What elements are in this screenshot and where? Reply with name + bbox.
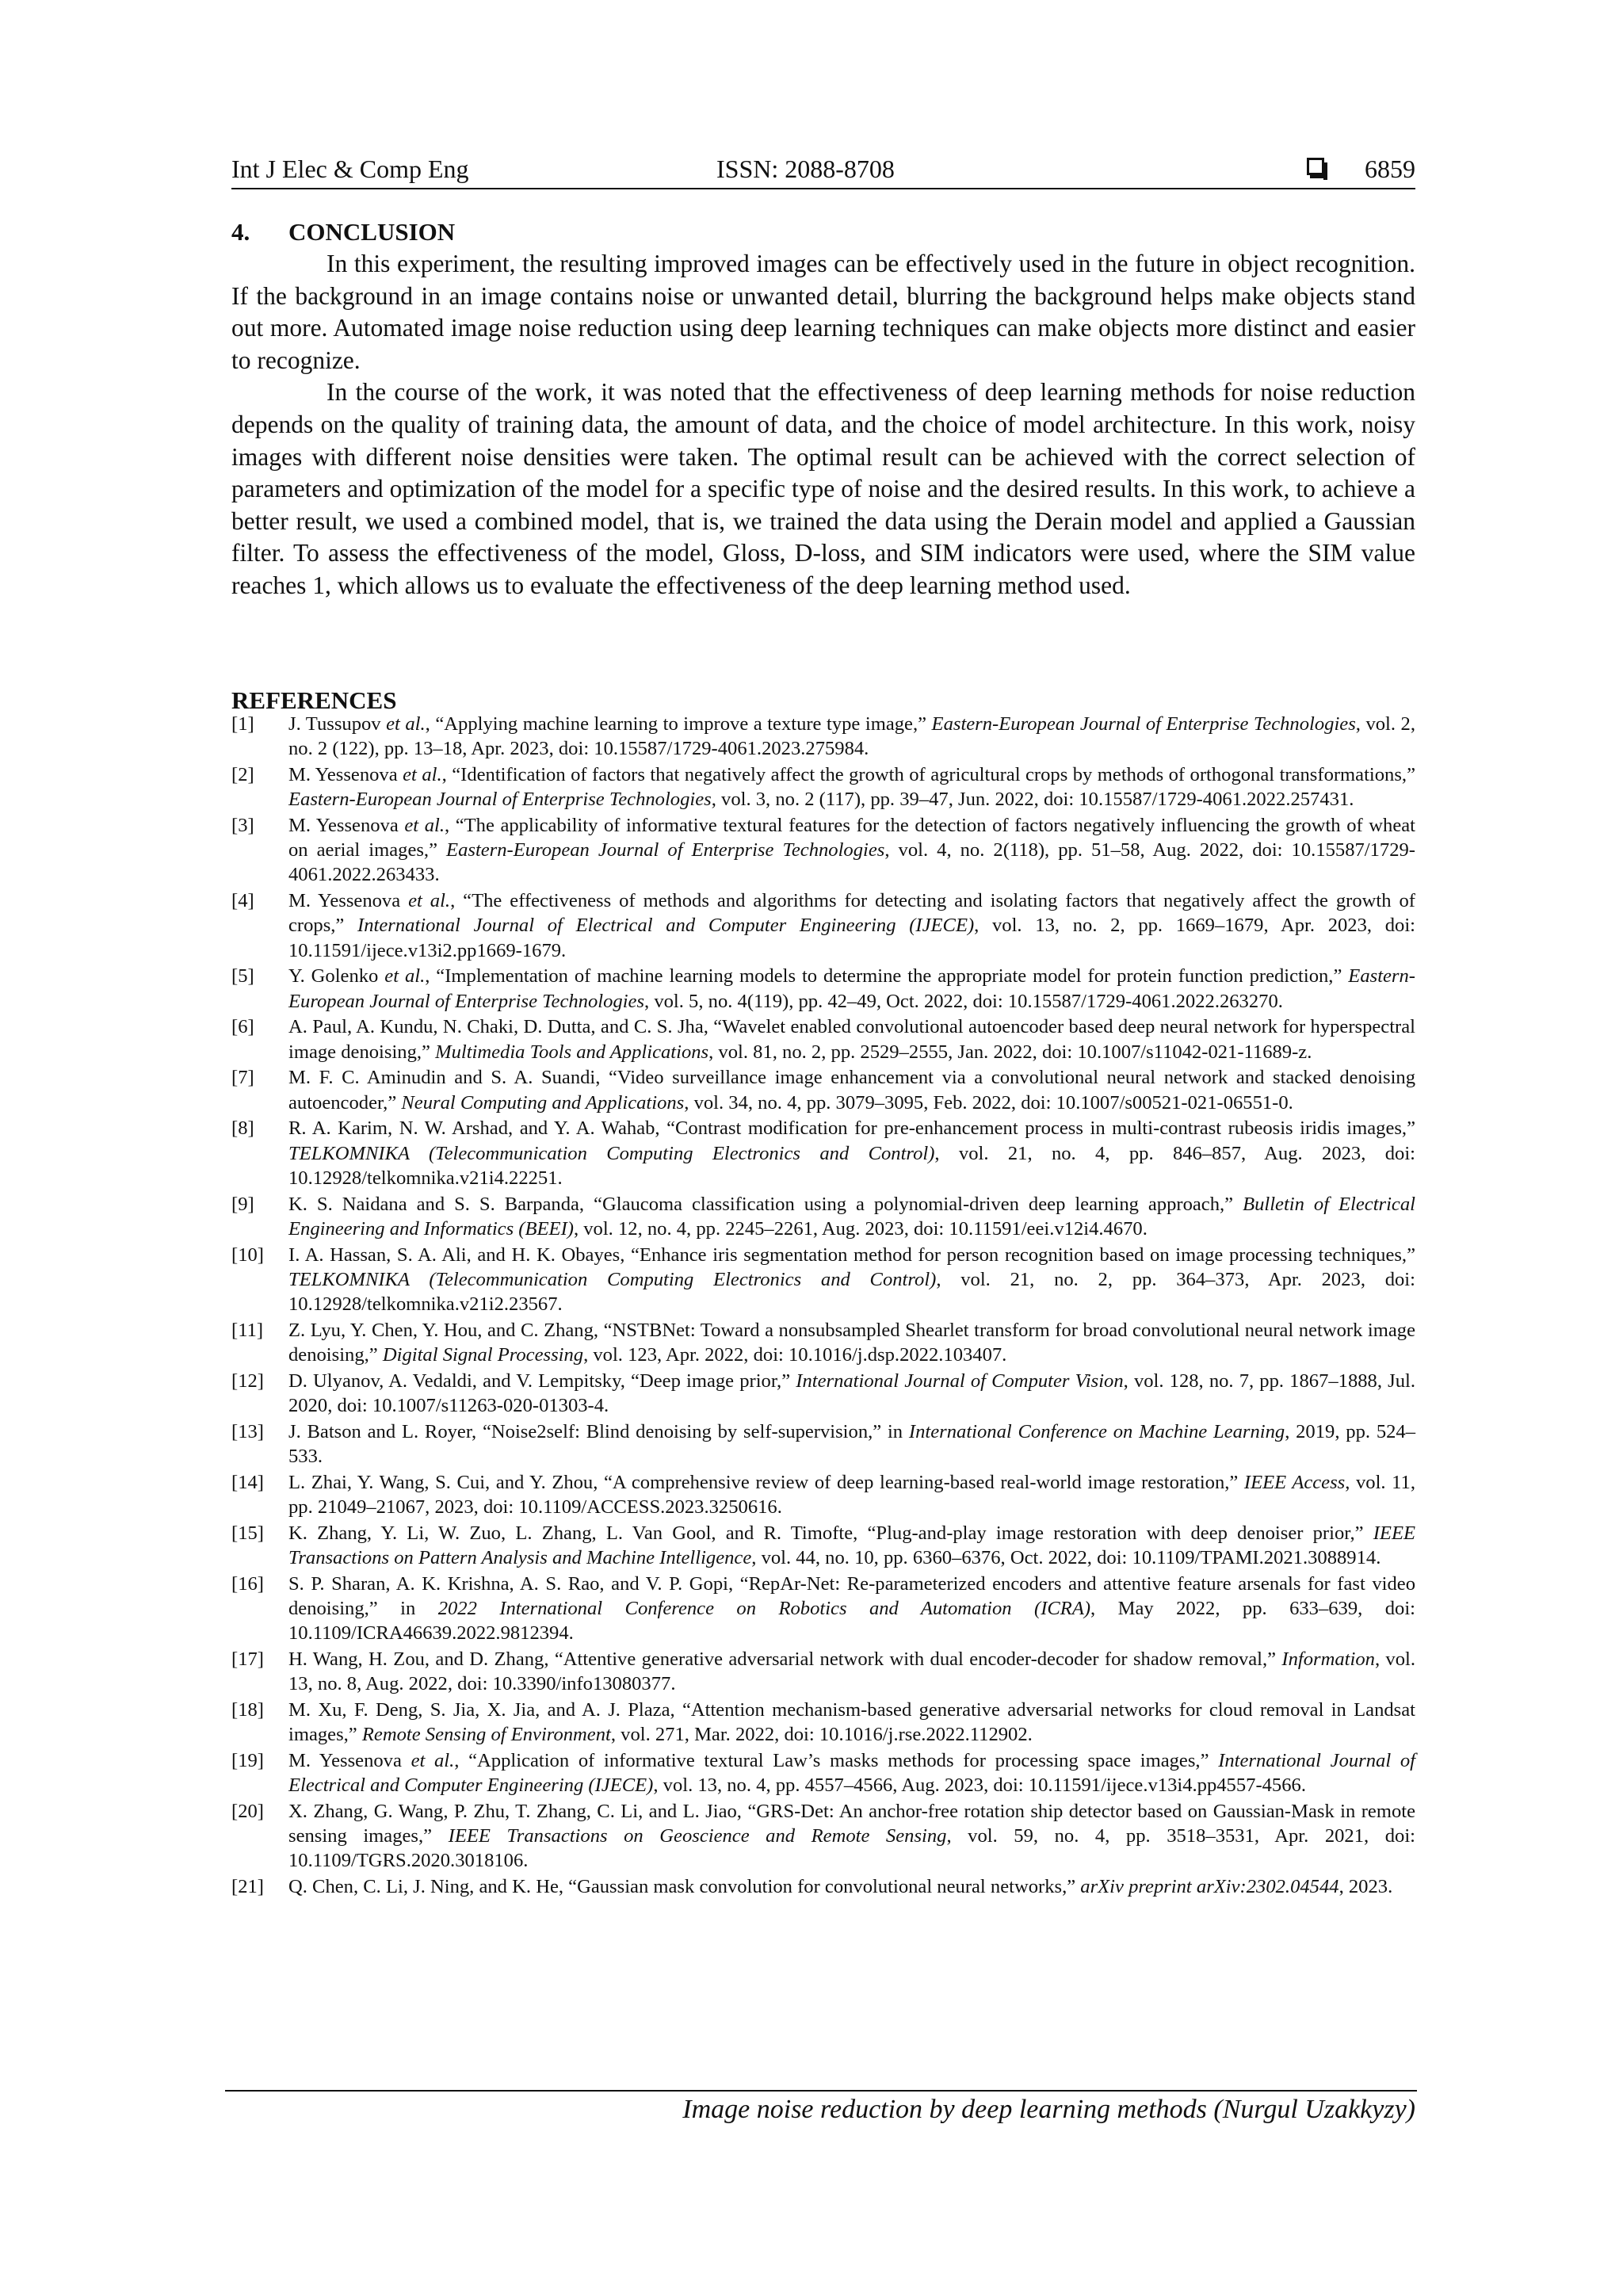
reference-text: M. Yessenova [288, 1750, 411, 1772]
reference-text: , vol. 11, pp. 21049–21067, 2023, doi: 10.1109/ACCESS.2023.3250616. [288, 1471, 1415, 1519]
reference-text: , vol. 3, no. 2 (117), pp. 39–47, Jun. 2022, doi: 10.15587/1729-4061.2022.257431. [711, 789, 1354, 811]
reference-text: , vol. 123, Apr. 2022, doi: 10.1016/j.dsp.2022.103407. [583, 1344, 1007, 1366]
section-number: 4. [231, 218, 250, 246]
reference-number: [1] [231, 713, 254, 735]
running-footer: Image noise reduction by deep learning methods (Nurgul Uzakkyzy) [682, 2095, 1415, 2124]
reference-item [231, 1419, 1415, 1469]
reference-italic: et al. [386, 713, 426, 735]
reference-text: , vol. 12, no. 4, pp. 2245–2261, Aug. 2023, doi: 10.11591/eei.v12i4.4670. [573, 1217, 1148, 1240]
reference-italic: Eastern-European Journal of Enterprise Technologies [288, 965, 1415, 1012]
reference-list [231, 712, 1415, 1901]
square-outline-icon [1307, 158, 1324, 175]
reference-number: [17] [231, 1648, 264, 1671]
reference-number: [10] [231, 1244, 264, 1266]
reference-text: L. Zhai, Y. Wang, S. Cui, and Y. Zhou, “A comprehensive review of deep learning-based real-world image restoration,” [288, 1471, 1244, 1493]
reference-text: , vol. 13, no. 4, pp. 4557–4566, Aug. 2023, doi: 10.11591/ijece.v13i4.pp4557-4566. [653, 1775, 1306, 1797]
reference-text: , vol. 128, no. 7, pp. 1867–1888, Jul. 2020, doi: 10.1007/s11263-020-01303-4. [288, 1370, 1415, 1417]
reference-number: [13] [231, 1420, 264, 1442]
references-heading: REFERENCES [231, 686, 397, 714]
reference-text: M. Yessenova [288, 890, 409, 912]
reference-item [231, 1572, 1415, 1646]
reference-italic: et al. [403, 764, 442, 785]
reference-text: , May 2022, pp. 633–639, doi: 10.1109/ICRA46639.2022.9812394. [288, 1598, 1415, 1645]
reference-text: M. F. C. Aminudin and S. A. Suandi, “Video surveillance image enhancement via a convolutional neural network and stacked denoising autoencoder,” [288, 1067, 1415, 1114]
reference-text: Z. Lyu, Y. Chen, Y. Hou, and C. Zhang, “NSTBNet: Toward a nonsubsampled Shearlet transform for broad convolutional neural network image denoising,” [288, 1319, 1415, 1366]
reference-item [231, 1065, 1415, 1114]
reference-number: [6] [231, 1016, 254, 1038]
reference-text: D. Ulyanov, A. Vedaldi, and V. Lempitsky, “Deep image prior,” [288, 1370, 796, 1392]
paragraph: In this experiment, the resulting improved images can be effectively used in the future in object recognition. If the background in an image contains noise or unwanted detail, blurring the background helps make objects stand out more. Automated image noise reduction using deep learning techniques can make objects more distinct and easier to recognize. [231, 250, 1415, 374]
reference-italic: Multimedia Tools and Applications [435, 1041, 709, 1063]
reference-item [231, 1874, 1415, 1899]
running-header [231, 153, 1415, 189]
reference-italic: Eastern-European Journal of Enterprise Technologies [931, 713, 1356, 735]
reference-text: , vol. 13, no. 2, pp. 1669–1679, Apr. 2023, doi: 10.11591/ijece.v13i2.pp1669-1679. [288, 915, 1415, 961]
reference-text: X. Zhang, G. Wang, P. Zhu, T. Zhang, C. Li, and L. Jiao, “GRS-Det: An anchor-free rotation ship detector based on Gaussian-Mask in remote sensing images,” [288, 1801, 1415, 1847]
reference-text: , “Identification of factors that negatively affect the growth of agricultural crops by methods of orthogonal transformations,” [441, 764, 1415, 785]
reference-italic: Information [1281, 1648, 1375, 1671]
reference-text: , vol. 271, Mar. 2022, doi: 10.1016/j.rse.2022.112902. [610, 1724, 1033, 1746]
reference-number: [4] [231, 890, 254, 912]
reference-italic: Eastern-European Journal of Enterprise Technologies [446, 839, 885, 861]
reference-text: J. Batson and L. Royer, “Noise2self: Blind denoising by self-supervision,” in [288, 1420, 909, 1442]
reference-text: , 2019, pp. 524–533. [288, 1420, 1416, 1468]
reference-text: Q. Chen, C. Li, J. Ning, and K. He, “Gaussian mask convolution for convolutional neural networks,” [288, 1876, 1081, 1898]
reference-text: R. A. Karim, N. W. Arshad, and Y. A. Wahab, “Contrast modification for pre-enhancement process in multi-contrast rubeosis iridis images,” [288, 1117, 1415, 1140]
reference-text: , vol. 81, no. 2, pp. 2529–2555, Jan. 2022, doi: 10.1007/s11042-021-11689-z. [708, 1041, 1312, 1063]
reference-text: , vol. 21, no. 4, pp. 846–857, Aug. 2023, doi: 10.12928/telkomnika.v21i4.22251. [288, 1142, 1415, 1189]
reference-item [231, 1369, 1415, 1418]
reference-text: , vol. 13, no. 8, Aug. 2022, doi: 10.3390/info13080377. [288, 1648, 1416, 1695]
reference-text: , vol. 2, no. 2 (122), pp. 13–18, Apr. 2023, doi: 10.15587/1729-4061.2023.275984. [288, 713, 1415, 760]
reference-italic: et al. [411, 1750, 455, 1772]
reference-item [231, 1748, 1415, 1797]
reference-text: , “The applicability of informative textural features for the detection of factors negatively influencing the growth of wheat on aerial images,” [288, 815, 1415, 861]
reference-number: [21] [231, 1876, 264, 1898]
reference-text: K. S. Naidana and S. S. Barpanda, “Glaucoma classification using a polynomial-driven deep learning approach,” [288, 1193, 1243, 1215]
page-number: 6859 [1365, 155, 1415, 183]
reference-number: [20] [231, 1801, 264, 1823]
reference-item [231, 813, 1415, 888]
reference-number: [11] [231, 1319, 264, 1341]
reference-item [231, 1116, 1415, 1190]
reference-number: [18] [231, 1699, 264, 1721]
reference-text: , vol. 34, no. 4, pp. 3079–3095, Feb. 2022, doi: 10.1007/s00521-021-06551-0. [684, 1091, 1293, 1114]
reference-number: [19] [231, 1750, 264, 1772]
footer-rule [225, 2090, 1417, 2092]
reference-text: , vol. 5, no. 4(119), pp. 42–49, Oct. 2022, doi: 10.15587/1729-4061.2022.263270. [644, 990, 1283, 1012]
reference-text: I. A. Hassan, S. A. Ali, and H. K. Obayes, “Enhance iris segmentation method for person recognition based on image processing techniques,” [288, 1244, 1415, 1266]
reference-number: [7] [231, 1067, 254, 1089]
reference-item [231, 1014, 1415, 1064]
reference-italic: et al. [408, 890, 451, 912]
reference-text: , vol. 59, no. 4, pp. 3518–3531, Apr. 2021, doi: 10.1109/TGRS.2020.3018106. [288, 1825, 1415, 1872]
reference-italic: TELKOMNIKA (Telecommunication Computing Electronics and Control) [288, 1142, 935, 1164]
reference-italic: Digital Signal Processing [382, 1344, 584, 1366]
reference-number: [9] [231, 1193, 254, 1215]
issn-label: ISSN: 2088-8708 [716, 155, 895, 183]
reference-text: , “Implementation of machine learning models to determine the appropriate model for protein function prediction,” [425, 965, 1349, 988]
reference-item [231, 1243, 1415, 1317]
reference-text: , “Application of informative textural Law’s masks methods for processing space images,” [454, 1750, 1219, 1772]
reference-text: S. P. Sharan, A. K. Krishna, A. S. Rao, and V. P. Gopi, “RepAr-Net: Re-parameterized encoders and attentive feature arsenals for fast video denoising,” in [288, 1572, 1415, 1620]
reference-text: M. Yessenova [288, 815, 405, 836]
reference-number: [14] [231, 1471, 264, 1493]
reference-italic: Neural Computing and Applications [401, 1091, 685, 1114]
reference-text: , “The effectiveness of methods and algorithms for detecting and isolating factors that negatively affect the growth of crops,” [288, 890, 1415, 937]
conclusion-section [231, 216, 1415, 602]
reference-italic: International Journal of Computer Vision [796, 1370, 1124, 1392]
reference-italic: et al. [384, 965, 426, 988]
reference-text: M. Yessenova [288, 764, 403, 785]
reference-item [231, 1647, 1415, 1696]
reference-item [231, 888, 1415, 963]
reference-italic: Remote Sensing of Environment [361, 1724, 611, 1746]
reference-number: [12] [231, 1370, 264, 1392]
reference-item [231, 964, 1415, 1013]
reference-number: [8] [231, 1117, 254, 1140]
reference-italic: 2022 International Conference on Robotics and Automation (ICRA) [437, 1598, 1091, 1620]
reference-text: A. Paul, A. Kundu, N. Chaki, D. Dutta, and C. S. Jha, “Wavelet enabled convolutional autoencoder based deep neural network for hyperspectral image denoising,” [288, 1016, 1415, 1063]
reference-italic: IEEE Access [1243, 1471, 1346, 1493]
reference-number: [3] [231, 815, 254, 836]
reference-item [231, 762, 1415, 812]
reference-italic: et al. [404, 815, 445, 836]
reference-item [231, 1318, 1415, 1367]
reference-italic: Bulletin of Electrical Engineering and Informatics (BEEI) [288, 1193, 1415, 1240]
reference-text: , vol. 4, no. 2(118), pp. 51–58, Aug. 2022, doi: 10.15587/1729-4061.2022.263433. [288, 839, 1415, 886]
reference-italic: IEEE Transactions on Geoscience and Remote Sensing [448, 1825, 947, 1847]
paragraph: In the course of the work, it was noted that the effectiveness of deep learning methods for noise reduction depends on the quality of training data, the amount of data, and the choice of model architecture. In this work, noisy images with different noise densities were taken. The optimal result can be achieved with the correct selection of parameters and optimization of the model for a specific type of noise and the desired results. In this work, to achieve a better result, we used a combined model, that is, we trained the data using the Derain model and applied a Gaussian filter. To assess the effectiveness of the model, Gloss, D-loss, and SIM indicators were used, where the SIM value reaches 1, which allows us to evaluate the effectiveness of the deep learning method used. [231, 378, 1415, 599]
reference-text: K. Zhang, Y. Li, W. Zuo, L. Zhang, L. Van Gool, and R. Timofte, “Plug-and-play image restoration with deep denoiser prior,” [288, 1522, 1373, 1544]
reference-italic: arXiv preprint arXiv:2302.04544 [1080, 1876, 1339, 1898]
reference-text: H. Wang, H. Zou, and D. Zhang, “Attentive generative adversarial network with dual encoder-decoder for shadow removal,” [288, 1648, 1282, 1671]
reference-item [231, 1521, 1415, 1570]
reference-text: Y. Golenko [288, 965, 385, 988]
reference-italic: TELKOMNIKA (Telecommunication Computing Electronics and Control) [288, 1268, 937, 1290]
section-title: CONCLUSION [288, 218, 456, 246]
reference-number: [16] [231, 1572, 264, 1595]
reference-item [231, 1799, 1415, 1874]
reference-number: [15] [231, 1522, 264, 1544]
reference-text: M. Xu, F. Deng, S. Jia, X. Jia, and A. J. Plaza, “Attention mechanism-based generative adversarial networks for cloud removal in Landsat images,” [288, 1699, 1415, 1746]
section-heading [231, 216, 1415, 248]
reference-italic: International Journal of Electrical and Computer Engineering (IJECE) [288, 1750, 1415, 1797]
journal-name: Int J Elec & Comp Eng [231, 155, 469, 183]
reference-italic: Eastern-European Journal of Enterprise Technologies [288, 789, 712, 811]
reference-item [231, 1192, 1415, 1241]
reference-text: , vol. 21, no. 2, pp. 364–373, Apr. 2023, doi: 10.12928/telkomnika.v21i2.23567. [288, 1268, 1415, 1316]
reference-text: , 2023. [1338, 1876, 1393, 1898]
reference-item [231, 1698, 1415, 1747]
reference-text: J. Tussupov [288, 713, 387, 735]
reference-text: , “Applying machine learning to improve a texture type image,” [425, 713, 932, 735]
reference-italic: International Journal of Electrical and Computer Engineering (IJECE) [357, 915, 975, 937]
reference-item [231, 1470, 1415, 1519]
reference-number: [5] [231, 965, 254, 988]
reference-italic: International Conference on Machine Learning [908, 1420, 1285, 1442]
reference-number: [2] [231, 764, 254, 785]
reference-italic: IEEE Transactions on Pattern Analysis and Machine Intelligence [288, 1522, 1415, 1569]
reference-item [231, 712, 1415, 761]
reference-text: , vol. 44, no. 10, pp. 6360–6376, Oct. 2022, doi: 10.1109/TPAMI.2021.3088914. [751, 1547, 1381, 1569]
